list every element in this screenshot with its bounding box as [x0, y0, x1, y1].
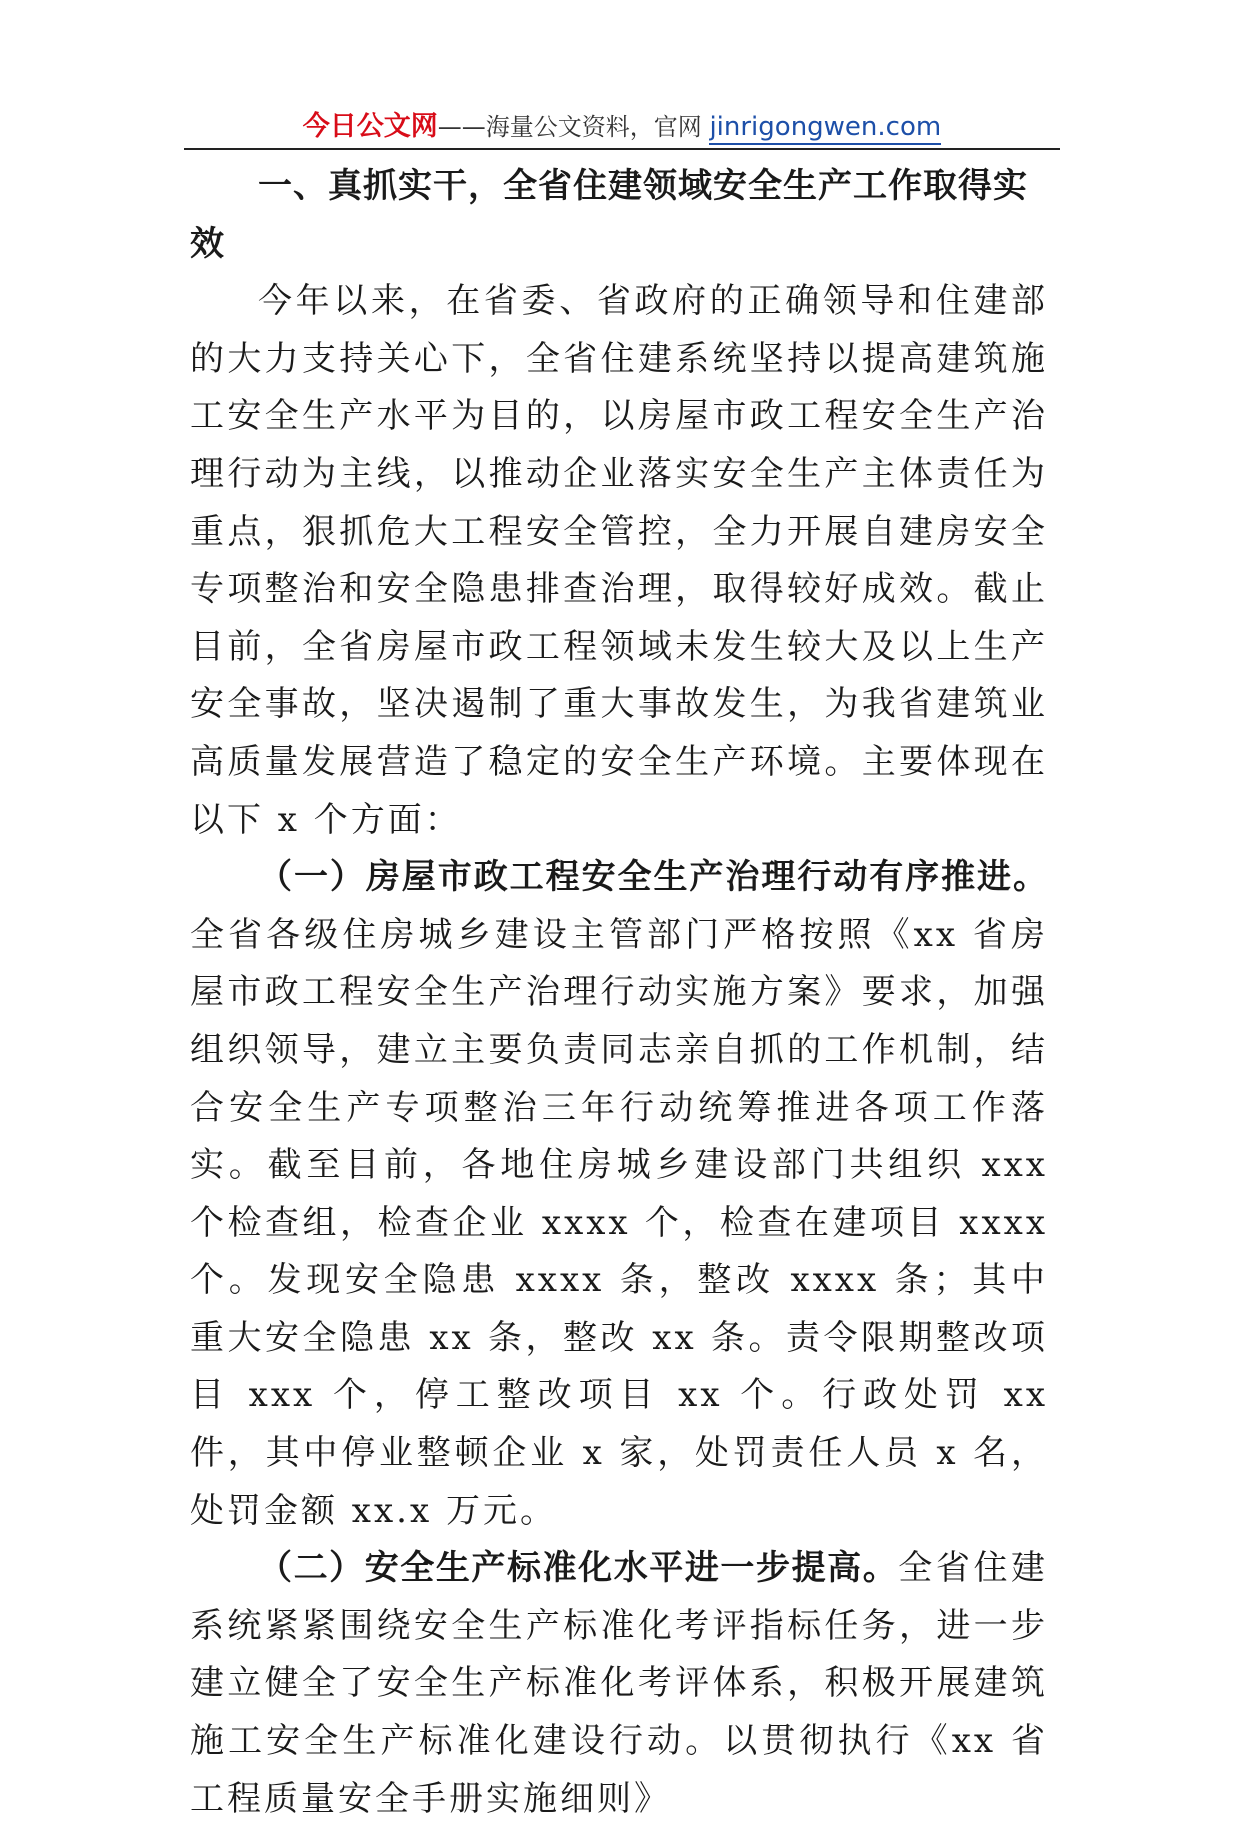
- header-divider: [184, 148, 1060, 150]
- paragraph-item-2: [190, 1540, 1048, 1828]
- site-url-link[interactable]: jinrigongwen.com: [709, 112, 941, 145]
- site-header: [184, 104, 1060, 148]
- paragraph-text: 今年以来，在省委、省政府的正确领导和住建部的大力支持关心下，全省住建系统坚持以提高建筑施工安全生产水平为目的，以房屋市政工程安全生产治理行动为主线，以推动企业落实安全生产主体责任为重点，狠抓危大工程安全管控，全力开展自建房安全专项整治和安全隐患排查治理，取得较好成效。截止目前，全省房屋市政工程领域未发生较大及以上生产安全事故，坚决遏制了重大事故发生，为我省建筑业高质量发展营造了稳定的安全生产环境。主要体现在以下 x 个方面：: [190, 281, 1048, 840]
- paragraph-lead: （一）房屋市政工程安全生产治理行动有序推进。: [258, 857, 1048, 898]
- section-title: 一、真抓实干，全省住建领域安全生产工作取得实效: [190, 166, 1028, 264]
- paragraph-intro: [190, 273, 1048, 849]
- document-body: [190, 158, 1048, 1828]
- site-tagline: ——海量公文资料，官网: [437, 113, 710, 141]
- site-brand: 今日公文网: [302, 111, 438, 142]
- paragraph-lead: （二）安全生产标准化水平进一步提高。: [258, 1548, 899, 1589]
- paragraph-text: 全省住建系统紧紧围绕安全生产标准化考评指标任务，进一步建立健全了安全生产标准化考评体系，积极开展建筑施工安全生产标准化建设行动。以贯彻执行《xx 省工程质量安全手册实施细则》: [190, 1548, 1049, 1819]
- paragraph-text: 全省各级住房城乡建设主管部门严格按照《xx 省房屋市政工程安全生产治理行动实施方案》要求，加强组织领导，建立主要负责同志亲自抓的工作机制，结合安全生产专项整治三年行动统筹推进各项工作落实。截至目前，各地住房城乡建设部门共组织 xxx 个检查组，检查企业 xxxx 个，检查在建项目 xxxx 个。发现安全隐患 xxxx 条，整改 xxxx 条；其中重大安全隐患 xx 条，整改 xx 条。责令限期整改项目 xxx 个，停工整改项目 xx 个。行政处罚 xx 件，其中停业整顿企业 x 家，处罚责任人员 x 名，处罚金额 xx.x 万元。: [190, 914, 1048, 1531]
- paragraph-item-1: [190, 849, 1048, 1540]
